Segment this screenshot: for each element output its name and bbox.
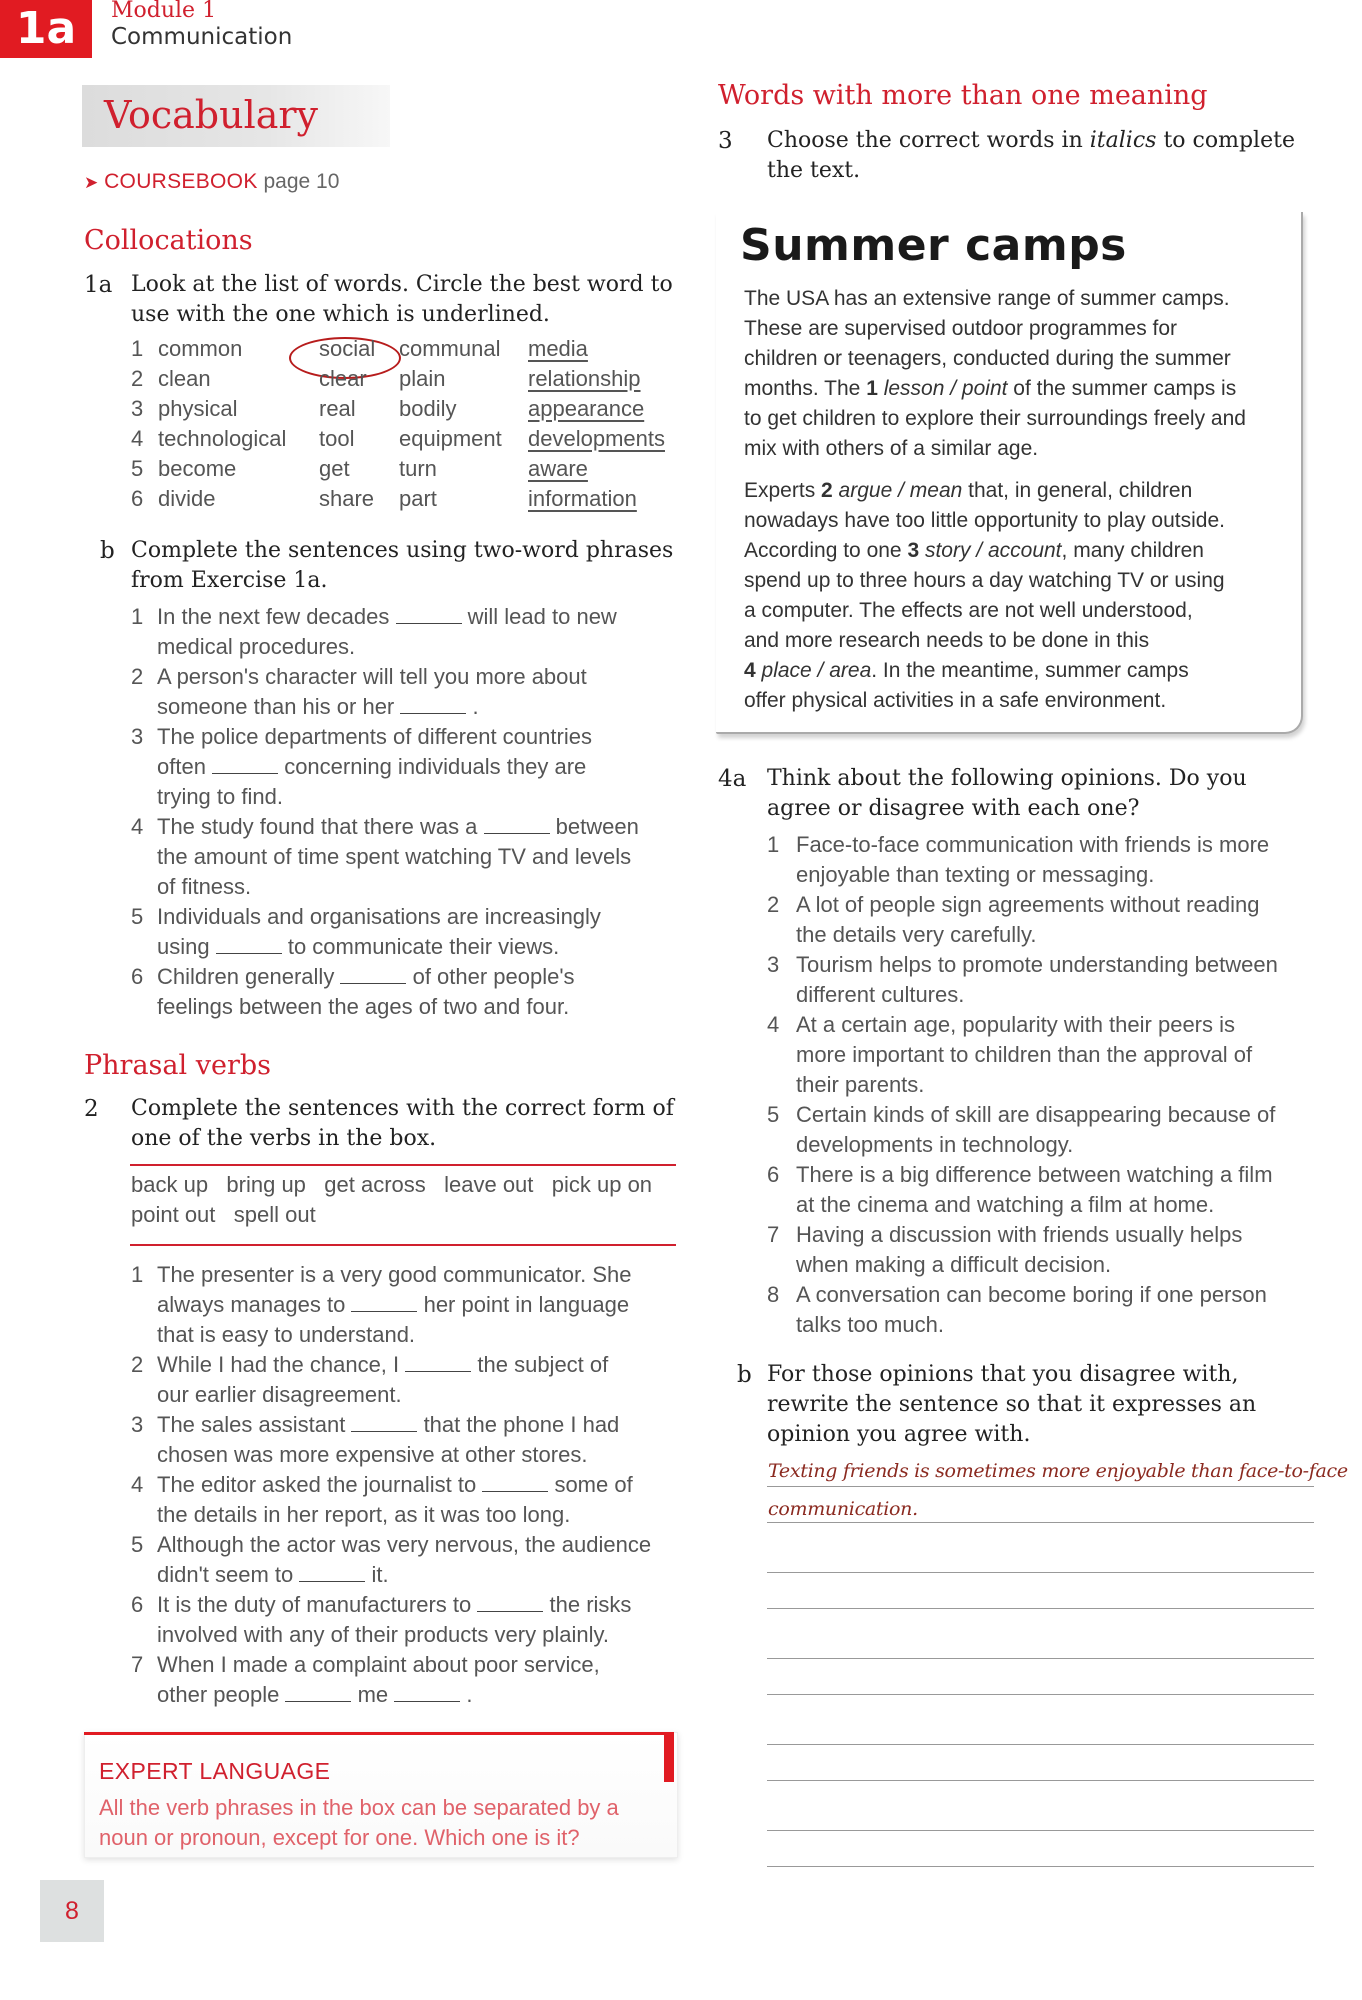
list-item: 2 While I had the chance, I the subject of our earlier disagreement.	[131, 1352, 609, 1407]
gap-number: 1	[866, 377, 878, 400]
exercise-1b-list	[131, 602, 676, 1022]
exercise-2-list	[131, 1260, 686, 1710]
exercise-3-number: 3	[718, 128, 733, 154]
list-item: 1 Face-to-face communication with friends is more enjoyable than texting or messaging.	[767, 832, 1270, 887]
summer-camps-text	[744, 284, 1289, 716]
grid-word: become	[158, 456, 237, 481]
grid-word: divide	[158, 486, 216, 511]
gap-number: 4	[744, 659, 756, 682]
text-line: Experts 2 argue / mean that, in general, children	[744, 479, 1193, 502]
verb-box-words	[131, 1170, 676, 1230]
list-item: 4 At a certain age, popularity with their peers is more important to children than the approval of their parents.	[767, 1012, 1253, 1097]
list-item: 3 Tourism helps to promote understanding between different cultures.	[767, 952, 1278, 1007]
list-item: 3 The sales assistant that the phone I had chosen was more expensive at other stores.	[131, 1412, 620, 1467]
text-line: offer physical activities in a safe environment.	[744, 689, 1167, 712]
answer-blank[interactable]	[400, 695, 466, 714]
answer-blank[interactable]	[394, 1683, 460, 1702]
exercise-4b-label: b	[737, 1362, 752, 1388]
exercise-4a-number: 4a	[718, 766, 747, 792]
text-line: a computer. The effects are not well understood,	[744, 599, 1193, 622]
verb-option: bring up	[226, 1172, 306, 1197]
vocabulary-title: Vocabulary	[104, 93, 319, 137]
text-line: months. The 1 lesson / point of the summer camps is	[744, 377, 1237, 400]
module-label: Module 1	[111, 0, 217, 23]
verb-option: leave out	[444, 1172, 534, 1197]
word-choice[interactable]: lesson / point	[877, 377, 1008, 400]
list-item: 1 In the next few decades will lead to new medical procedures.	[131, 604, 617, 659]
exercise-1b-label: b	[100, 538, 115, 564]
writing-line[interactable]	[767, 1572, 1314, 1573]
phrasal-verbs-title: Phrasal verbs	[84, 1050, 272, 1081]
unit-badge: 1a	[0, 0, 92, 58]
grid-word: plain	[399, 366, 446, 391]
answer-blank[interactable]	[285, 1683, 351, 1702]
grid-word: social	[319, 336, 376, 361]
grid-word: common	[158, 336, 243, 361]
list-item: 6 It is the duty of manufacturers to the risks involved with any of their products very plainly.	[131, 1592, 632, 1647]
answer-blank[interactable]	[351, 1293, 417, 1312]
exercise-4a-list	[767, 830, 1327, 1340]
grid-word: clear	[319, 366, 367, 391]
list-item: 4 The editor asked the journalist to some of the details in her report, as it was too long.	[131, 1472, 633, 1527]
text-line: mix with others of a similar age.	[744, 437, 1039, 460]
grid-row-number: 5	[131, 456, 144, 481]
word-choice[interactable]: place / area	[755, 659, 872, 682]
exercise-3-instruction: Choose the correct words in italics to complete the text.	[767, 128, 1295, 183]
coursebook-reference	[84, 170, 339, 194]
answer-blank[interactable]	[351, 1413, 417, 1432]
collocations-title: Collocations	[84, 225, 253, 256]
exercise-1a-number: 1a	[84, 272, 113, 298]
grid-underlined-word: relationship	[528, 366, 641, 391]
handwritten-answer-line-1[interactable]: Texting friends is sometimes more enjoyable than face-to-face	[768, 1460, 1348, 1482]
writing-line	[767, 1486, 1314, 1487]
grid-word: real	[319, 396, 356, 421]
list-item: 2 A person's character will tell you more about someone than his or her .	[131, 664, 587, 719]
paragraph	[744, 476, 1289, 716]
verb-option: spell out	[233, 1202, 316, 1227]
text-line: spend up to three hours a day watching TV or using	[744, 569, 1225, 592]
gap-number: 2	[821, 479, 833, 502]
grid-underlined-word: media	[528, 336, 588, 361]
list-item: 5 Certain kinds of skill are disappearing because of developments in technology.	[767, 1102, 1276, 1157]
word-choice[interactable]: argue / mean	[832, 479, 963, 502]
answer-blank[interactable]	[484, 815, 550, 834]
expert-language-text: All the verb phrases in the box can be separated by a noun or pronoun, except for one. Which one is it?	[99, 1795, 619, 1850]
module-name: Communication	[111, 24, 293, 50]
list-item: 5 Individuals and organisations are increasingly using to communicate their views.	[131, 904, 601, 959]
grid-word: get	[319, 456, 350, 481]
grid-word: communal	[399, 336, 501, 361]
verb-option: back up	[131, 1172, 209, 1197]
answer-blank[interactable]	[340, 965, 406, 984]
list-item: 7 Having a discussion with friends usually helps when making a difficult decision.	[767, 1222, 1243, 1277]
answer-blank[interactable]	[477, 1593, 543, 1612]
list-item: 3 The police departments of different countries often concerning individuals they are trying to find.	[131, 724, 592, 809]
grid-word: technological	[158, 426, 287, 451]
answer-blank[interactable]	[405, 1353, 471, 1372]
grid-row-number: 3	[131, 396, 144, 421]
writing-line	[767, 1522, 1314, 1523]
writing-line[interactable]	[767, 1608, 1314, 1609]
writing-line[interactable]	[767, 1866, 1314, 1867]
list-item: 2 A lot of people sign agreements without reading the details very carefully.	[767, 892, 1260, 947]
grid-word: bodily	[399, 396, 457, 421]
writing-line[interactable]	[767, 1780, 1314, 1781]
text-line: According to one 3 story / account, many children	[744, 539, 1204, 562]
gap-number: 3	[907, 539, 920, 562]
verb-option: point out	[131, 1202, 216, 1227]
expert-box-accent	[664, 1732, 674, 1782]
grid-word: clean	[158, 366, 211, 391]
expert-language-title: EXPERT LANGUAGE	[99, 1758, 331, 1784]
grid-word: tool	[319, 426, 355, 451]
text-line: These are supervised outdoor programmes for	[744, 317, 1178, 340]
grid-row-number: 2	[131, 366, 144, 391]
exercise-2-instruction: Complete the sentences with the correct form of one of the verbs in the box.	[131, 1096, 674, 1151]
grid-word: share	[319, 486, 375, 511]
grid-row-number: 1	[131, 336, 144, 361]
text-line: 4 place / area. In the meantime, summer camps	[744, 659, 1189, 682]
text-line: to get children to explore their surroundings freely and	[744, 407, 1246, 430]
exercise-1b-instruction: Complete the sentences using two-word phrases from Exercise 1a.	[131, 538, 674, 593]
grid-row-number: 6	[131, 486, 144, 511]
answer-blank[interactable]	[482, 1473, 548, 1492]
list-item: 4 The study found that there was a between the amount of time spent watching TV and levels of fitness.	[131, 814, 639, 899]
answer-blank[interactable]	[216, 935, 282, 954]
text-line: children or teenagers, conducted during the summer	[744, 347, 1231, 370]
list-item: 6 There is a big difference between watching a film at the cinema and watching a film at home.	[767, 1162, 1273, 1217]
answer-blank[interactable]	[396, 605, 462, 624]
chevron-right-icon: ➤	[84, 173, 99, 192]
list-item: 6 Children generally of other people's feelings between the ages of two and four.	[131, 964, 575, 1019]
text-line: and more research needs to be done in this	[744, 629, 1150, 652]
grid-underlined-word: aware	[528, 456, 588, 481]
verb-option: pick up on	[551, 1172, 653, 1197]
grid-underlined-word: appearance	[528, 396, 645, 421]
text-line: nowadays have too little opportunity to play outside.	[744, 509, 1225, 532]
words-meaning-title: Words with more than one meaning	[718, 80, 1208, 111]
coursebook-label: COURSEBOOK	[104, 170, 258, 193]
grid-word: equipment	[399, 426, 502, 451]
handwritten-answer-line-2[interactable]: communication.	[768, 1498, 918, 1520]
verb-option: get across	[324, 1172, 426, 1197]
exercise-1a-instruction: Look at the list of words. Circle the best word to use with the one which is underlined.	[131, 272, 673, 327]
expert-box-top-border	[84, 1732, 674, 1735]
list-item: 1 The presenter is a very good communicator. She always manages to her point in language that is easy to understand.	[131, 1262, 632, 1347]
page-number: 8	[40, 1880, 104, 1942]
grid-underlined-word: information	[528, 486, 637, 511]
list-item: 5 Although the actor was very nervous, the audience didn't seem to it.	[131, 1532, 652, 1587]
grid-word: turn	[399, 456, 437, 481]
coursebook-page: page 10	[263, 170, 340, 193]
writing-line[interactable]	[767, 1694, 1314, 1695]
word-choice[interactable]: story / account	[919, 539, 1062, 562]
answer-blank[interactable]	[212, 755, 278, 774]
paragraph	[744, 284, 1289, 464]
writing-line[interactable]	[767, 1744, 1314, 1745]
writing-line[interactable]	[767, 1830, 1314, 1831]
grid-word: physical	[158, 396, 238, 421]
grid-word: part	[399, 486, 437, 511]
exercise-2-number: 2	[84, 1096, 99, 1122]
grid-underlined-word: developments	[528, 426, 665, 451]
exercise-4a-instruction: Think about the following opinions. Do you agree or disagree with each one?	[767, 766, 1247, 821]
writing-line[interactable]	[767, 1658, 1314, 1659]
list-item: 7 When I made a complaint about poor service, other people me .	[131, 1652, 600, 1707]
text-line: The USA has an extensive range of summer camps.	[744, 287, 1230, 310]
list-item: 8 A conversation can become boring if one person talks too much.	[767, 1282, 1267, 1337]
grid-row-number: 4	[131, 426, 144, 451]
answer-blank[interactable]	[299, 1563, 365, 1582]
summer-camps-title: Summer camps	[740, 220, 1127, 271]
exercise-4b-instruction: For those opinions that you disagree with, rewrite the sentence so that it expresses an opinion you agree with.	[767, 1362, 1257, 1447]
